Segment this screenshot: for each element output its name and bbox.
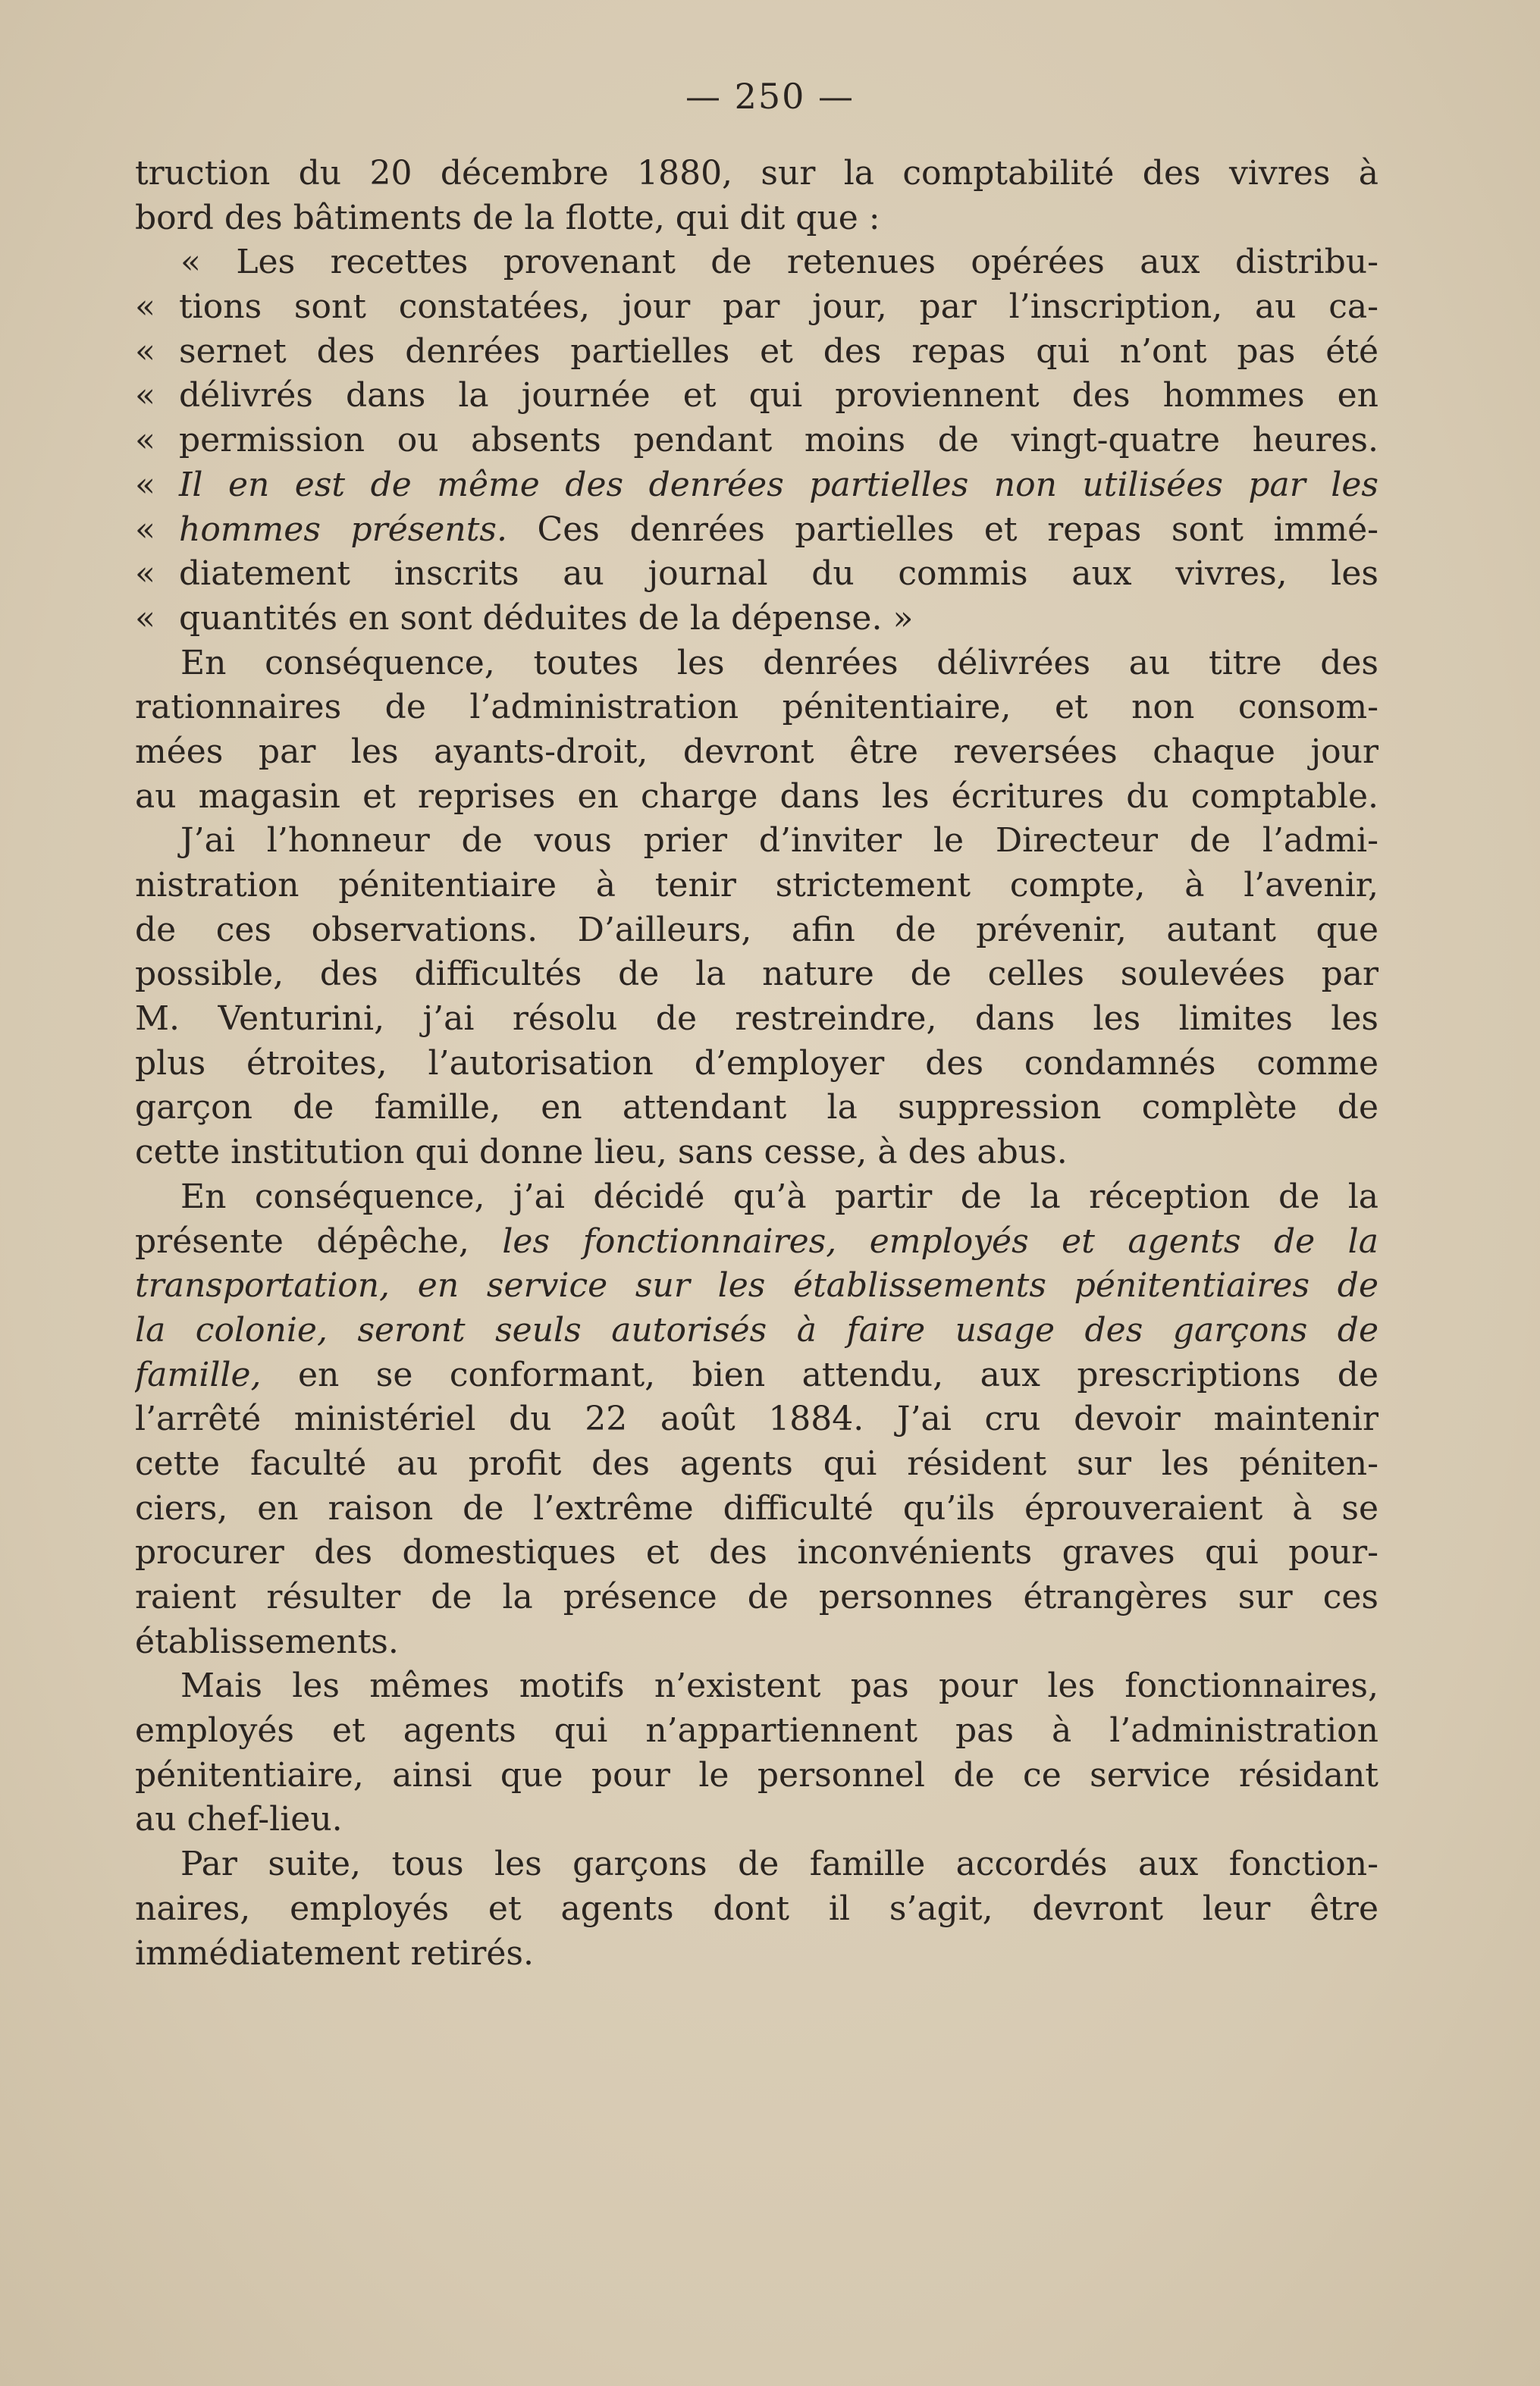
text-line	[135, 285, 1378, 330]
quote-mark: «	[135, 331, 155, 371]
italic-text: les fonctionnaires, employés et agents de la	[502, 1221, 1378, 1261]
text-line: procurer des domestiques et des inconvénients graves qui pour-	[135, 1533, 1378, 1572]
quote-mark: «	[135, 376, 155, 415]
quote-mark: «	[135, 509, 155, 549]
text-line	[135, 597, 1378, 641]
text-line: Par suite, tous les garçons de famille accordés aux fonction-	[180, 1845, 1378, 1884]
text-line: truction du 20 décembre 1880, sur la comptabilité des vivres à	[135, 154, 1378, 193]
quoted-text: quantités en sont déduites de la dépense. »	[179, 598, 914, 638]
page-number: — 250 —	[685, 76, 855, 117]
text-line	[135, 552, 1378, 597]
quoted-text: tions sont constatées, jour par jour, par l’inscription, au ca-	[179, 287, 1378, 327]
plain-text: en se conformant, bien attendu, aux prescriptions de	[261, 1355, 1378, 1394]
text-line	[135, 1220, 1378, 1265]
text-line: « Les recettes provenant de retenues opérées aux distribu-	[180, 243, 1378, 282]
body-text	[135, 152, 1378, 1976]
text-line: J’ai l’honneur de vous prier d’inviter le Directeur de l’admi-	[180, 821, 1378, 861]
quote-mark: «	[135, 554, 155, 594]
text-line	[135, 1353, 1378, 1398]
text-line: En conséquence, j’ai décidé qu’à partir de la réception de la	[180, 1177, 1378, 1216]
quote-mark: «	[135, 421, 155, 460]
text-line: raient résulter de la présence de personnes étrangères sur ces	[135, 1578, 1378, 1616]
text-line: rationnaires de l’administration pénitentiaire, et non consom-	[135, 688, 1378, 727]
text-line	[135, 419, 1378, 463]
plain-text: présente dépêche,	[135, 1221, 503, 1261]
text-line: établissements.	[135, 1622, 399, 1661]
text-line: bord des bâtiments de la flotte, qui dit que :	[135, 198, 880, 237]
text-line: cette faculté au profit des agents qui résident sur les péniten-	[135, 1444, 1378, 1483]
text-line	[135, 374, 1378, 419]
text-line: de ces observations. D’ailleurs, afin de prévenir, autant que	[135, 910, 1378, 949]
text-line: immédiatement retirés.	[135, 1933, 534, 1973]
text-line: cette institution qui donne lieu, sans cesse, à des abus.	[135, 1133, 1068, 1172]
text-line	[135, 508, 1378, 553]
text-line: au magasin et reprises en charge dans les écritures du comptable.	[135, 776, 1378, 816]
quoted-text: Ces denrées partielles et repas sont immé-	[507, 509, 1378, 549]
text-line: au chef-lieu.	[135, 1800, 343, 1839]
italic-quoted-text: Il en est de même des denrées partielles non utilisées par les	[179, 465, 1378, 504]
quoted-text: permission ou absents pendant moins de vingt-quatre heures.	[179, 421, 1378, 460]
text-line: naires, employés et agents dont il s’agit, devront leur être	[135, 1889, 1378, 1928]
text-line	[135, 330, 1378, 375]
italic-quoted-text: hommes présents.	[179, 509, 507, 549]
quote-mark: «	[135, 598, 155, 638]
text-line: garçon de famille, en attendant la suppression complète de	[135, 1088, 1378, 1127]
text-line: nistration pénitentiaire à tenir strictement compte, à l’avenir,	[135, 866, 1378, 905]
quoted-text: diatement inscrits au journal du commis aux vivres, les	[179, 554, 1378, 594]
text-line: Mais les mêmes motifs n’existent pas pour les fonctionnaires,	[180, 1666, 1378, 1706]
text-line: employés et agents qui n’appartiennent pas à l’administration	[135, 1711, 1378, 1751]
text-line: M. Venturini, j’ai résolu de restreindre, dans les limites les	[135, 999, 1378, 1039]
quoted-text: délivrés dans la journée et qui proviennent des hommes en	[179, 376, 1378, 415]
text-line	[135, 1264, 1378, 1309]
italic-text: transportation, en service sur les établissements pénitentiaires de	[135, 1266, 1378, 1306]
text-line	[135, 1309, 1378, 1353]
quoted-text: sernet des denrées partielles et des repas qui n’ont pas été	[179, 331, 1378, 371]
text-line: possible, des difficultés de la nature de celles soulevées par	[135, 955, 1378, 994]
text-line: plus étroites, l’autorisation d’employer des condamnés comme	[135, 1043, 1378, 1083]
quote-mark: «	[135, 465, 155, 504]
italic-text: famille,	[135, 1355, 262, 1394]
text-line: pénitentiaire, ainsi que pour le personnel de ce service résidant	[135, 1755, 1378, 1795]
quote-mark: «	[135, 287, 155, 327]
text-line: ciers, en raison de l’extrême difficulté qu’ils éprouveraient à se	[135, 1488, 1378, 1528]
text-line	[135, 463, 1378, 508]
text-line: l’arrêté ministériel du 22 août 1884. J’ai cru devoir maintenir	[135, 1400, 1378, 1439]
text-line: En conséquence, toutes les denrées délivrées au titre des	[180, 643, 1378, 682]
italic-text: la colonie, seront seuls autorisés à faire usage des garçons de	[135, 1310, 1378, 1350]
text-line: mées par les ayants-droit, devront être reversées chaque jour	[135, 732, 1378, 771]
